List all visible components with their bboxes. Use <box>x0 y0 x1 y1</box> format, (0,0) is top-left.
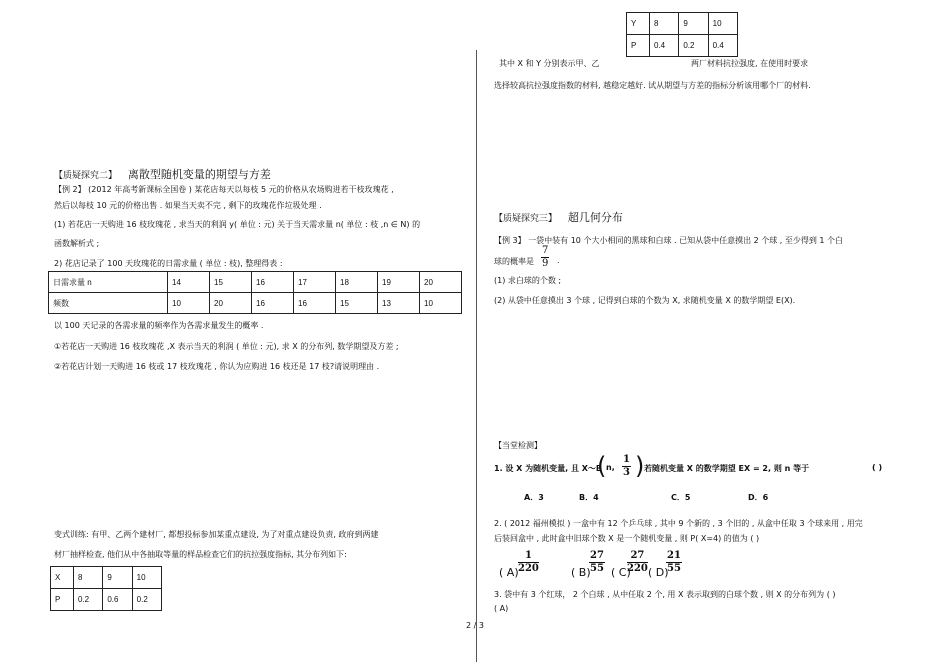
check-header: 【当堂检测】 <box>494 441 542 450</box>
top-table-row <box>627 35 738 57</box>
demand-table-cell: 13 <box>378 293 420 314</box>
check-q1-fraction <box>622 454 631 479</box>
demand-table-cell: 频数 <box>49 293 168 314</box>
check-q3-line2: ( A) <box>494 604 509 613</box>
check-q1-option-d: D．6 <box>748 493 769 502</box>
check-q1-n: n, <box>606 463 615 472</box>
check-q1-part-a: 1. 设 X 为随机变量, 且 X～B <box>494 464 603 473</box>
demand-table-cell: 日需求量 n <box>49 272 168 293</box>
variant-table-cell: X <box>51 567 74 589</box>
check-q1-option-a: A．3 <box>524 493 544 502</box>
right-intro-line1b: 两厂材料抗拉强度, 在使用时要求 <box>691 59 809 68</box>
column-divider <box>476 50 477 662</box>
after-table-text: 以 100 天记录的各需求量的频率作为各需求量发生的概率 . <box>54 321 264 330</box>
check-q2-option-d-fraction <box>666 550 682 575</box>
check-q2-option-a-fraction <box>518 550 539 575</box>
variant-table-cell: P <box>51 589 74 611</box>
check-q2-option-a-label: ( A) <box>499 566 519 579</box>
section3-header <box>494 209 623 225</box>
variant-table-row <box>51 589 162 611</box>
section2-header <box>54 166 271 182</box>
check-q2-option-b-fraction <box>589 550 605 575</box>
example3-line2a: 球的概率是 <box>494 257 534 266</box>
section3-title: 超几何分布 <box>567 211 623 224</box>
check-q1-fraction-den: 3 <box>623 467 630 478</box>
fraction-denominator: 9 <box>542 258 549 269</box>
top-table-row <box>627 13 738 35</box>
check-q2-option-b-den: 55 <box>590 563 604 574</box>
top-table-cell: 0.4 <box>708 35 737 57</box>
variant-table-cell: 10 <box>132 567 161 589</box>
example2-line1: 【例 2】 (2012 年高考新课标全国卷 ) 某花店每天以每枝 5 元的价格从农场购进若干枝玫瑰花 , <box>54 185 394 194</box>
fraction-numerator: 7 <box>542 245 549 256</box>
demand-table-cell: 14 <box>168 272 210 293</box>
variant-table-row <box>51 567 162 589</box>
check-q1-option-b: B．4 <box>579 493 599 502</box>
check-q2-option-c-den: 220 <box>627 563 648 574</box>
top-distribution-table <box>626 12 738 57</box>
variant-table-cell: 8 <box>74 567 103 589</box>
section3-header-label: 【质疑探究三】 <box>494 214 558 224</box>
demand-frequency-table <box>48 271 462 314</box>
demand-table-cell: 10 <box>420 293 462 314</box>
variant-table-cell: 0.2 <box>132 589 161 611</box>
check-q2-option-c-fraction <box>627 550 648 575</box>
demand-table-cell: 16 <box>252 293 294 314</box>
variant-line2: 材厂抽样检查, 他们从中各抽取等量的样品检查它们的抗拉强度指标, 其分布列如下: <box>54 550 347 559</box>
demand-table-cell: 17 <box>294 272 336 293</box>
variant-table-cell: 0.6 <box>103 589 132 611</box>
section2-title: 离散型随机变量的期望与方差 <box>127 168 271 181</box>
top-table-cell: Y <box>627 13 650 35</box>
subquestion2: ②若花店计划一天购进 16 枝或 17 枝玫瑰花 , 你认为应购进 16 枝还是 17 枝?请说明理由 . <box>54 362 380 371</box>
variant-distribution-table <box>50 566 162 611</box>
check-q1-paren-close: ) <box>635 452 645 480</box>
check-q2-line2: 后装回盒中 , 此时盒中旧球个数 X 是一个随机变量 , 则 P( X=4) 的值为 ( ) <box>494 534 760 543</box>
check-q2-option-d-num: 21 <box>667 550 681 561</box>
check-q2-option-c-label: ( C) <box>611 566 631 579</box>
question2-line: 2) 花店记录了 100 天玫瑰花的日需求量 ( 单位 : 枝), 整理得表 : <box>54 259 283 268</box>
variant-line1: 变式训练: 有甲、乙两个建材厂, 都想投标参加某重点建设, 为了对重点建设负责, 政府到两建 <box>54 530 379 539</box>
example3-line2b: . <box>557 256 560 265</box>
demand-table-cell: 20 <box>420 272 462 293</box>
top-table-cell: 9 <box>679 13 708 35</box>
check-q2-option-c-num: 27 <box>627 550 648 563</box>
demand-table-row <box>49 293 462 314</box>
variant-table-cell: 9 <box>103 567 132 589</box>
example3-line1: 【例 3】 一袋中装有 10 个大小相同的黑球和白球 . 已知从袋中任意摸出 2 个球 , 至少得到 1 个白 <box>494 236 844 245</box>
right-intro-line1a: 其中 X 和 Y 分别表示甲、乙 <box>499 59 600 68</box>
question1-line2: 函数解析式 ; <box>54 239 100 248</box>
demand-table-cell: 15 <box>210 272 252 293</box>
demand-table-cell: 15 <box>336 293 378 314</box>
demand-table-cell: 20 <box>210 293 252 314</box>
check-q2-option-a-num: 1 <box>518 550 539 563</box>
check-q1-paren-open: ( <box>597 452 607 480</box>
variant-table-cell: 0.2 <box>74 589 103 611</box>
check-q1-fraction-num: 1 <box>623 454 630 465</box>
demand-table-cell: 16 <box>294 293 336 314</box>
check-q2-line1: 2. ( 2012 福州模拟 ) 一盒中有 12 个乒乓球 , 其中 9 个新的 , 3 个旧的 , 从盒中任取 3 个球来用 , 用完 <box>494 519 863 528</box>
demand-table-row <box>49 272 462 293</box>
top-table-cell: 10 <box>708 13 737 35</box>
check-q2-option-b-num: 27 <box>590 550 604 561</box>
check-q2-option-d-label: ( D) <box>648 566 669 579</box>
top-table-cell: 0.4 <box>650 35 679 57</box>
question1-line1: (1) 若花店一天购进 16 枝玫瑰花 , 求当天的利润 y( 单位 : 元) 关于当天需求量 n( 单位 : 枝 ,n ∈ N) 的 <box>54 220 421 229</box>
example2-line2: 然后以每枝 10 元的价格出售 . 如果当天卖不完 , 剩下的玫瑰花作垃圾处理 . <box>54 201 322 210</box>
check-q1-option-c: C．5 <box>671 493 691 502</box>
page-number: 2 / 3 <box>466 621 484 630</box>
check-q2-option-d-den: 55 <box>667 563 681 574</box>
check-q2-option-a-den: 220 <box>518 563 539 574</box>
probability-fraction <box>541 245 549 270</box>
check-q1-part-b: 若随机变量 X 的数学期望 EX = 2, 则 n 等于 <box>644 464 810 473</box>
demand-table-cell: 18 <box>336 272 378 293</box>
top-table-cell: P <box>627 35 650 57</box>
check-q1-answer-paren: ( ) <box>872 463 883 472</box>
example3-q1: (1) 求白球的个数 ; <box>494 276 562 285</box>
section2-header-label: 【质疑探究二】 <box>54 171 118 181</box>
check-q3-line1: 3. 袋中有 3 个红球， 2 个白球 , 从中任取 2 个, 用 X 表示取到的白球个数 , 则 X 的分布列为 ( ) <box>494 590 836 599</box>
check-q2-option-b-label: ( B) <box>571 566 591 579</box>
example3-q2: (2) 从袋中任意摸出 3 个球 , 记得到白球的个数为 X, 求随机变量 X 的数学期望 E(X). <box>494 296 796 305</box>
subquestion1: ①若花店一天购进 16 枝玫瑰花 ,X 表示当天的利润 ( 单位 : 元), 求 X 的分布列, 数学期望及方差 ; <box>54 342 399 351</box>
demand-table-cell: 10 <box>168 293 210 314</box>
demand-table-cell: 19 <box>378 272 420 293</box>
top-table-cell: 8 <box>650 13 679 35</box>
right-intro-line2: 选择较高抗拉强度指数的材料, 越稳定越好. 试从期望与方差的指标分析该用哪个厂的材料. <box>494 81 811 90</box>
top-table-cell: 0.2 <box>679 35 708 57</box>
demand-table-cell: 16 <box>252 272 294 293</box>
